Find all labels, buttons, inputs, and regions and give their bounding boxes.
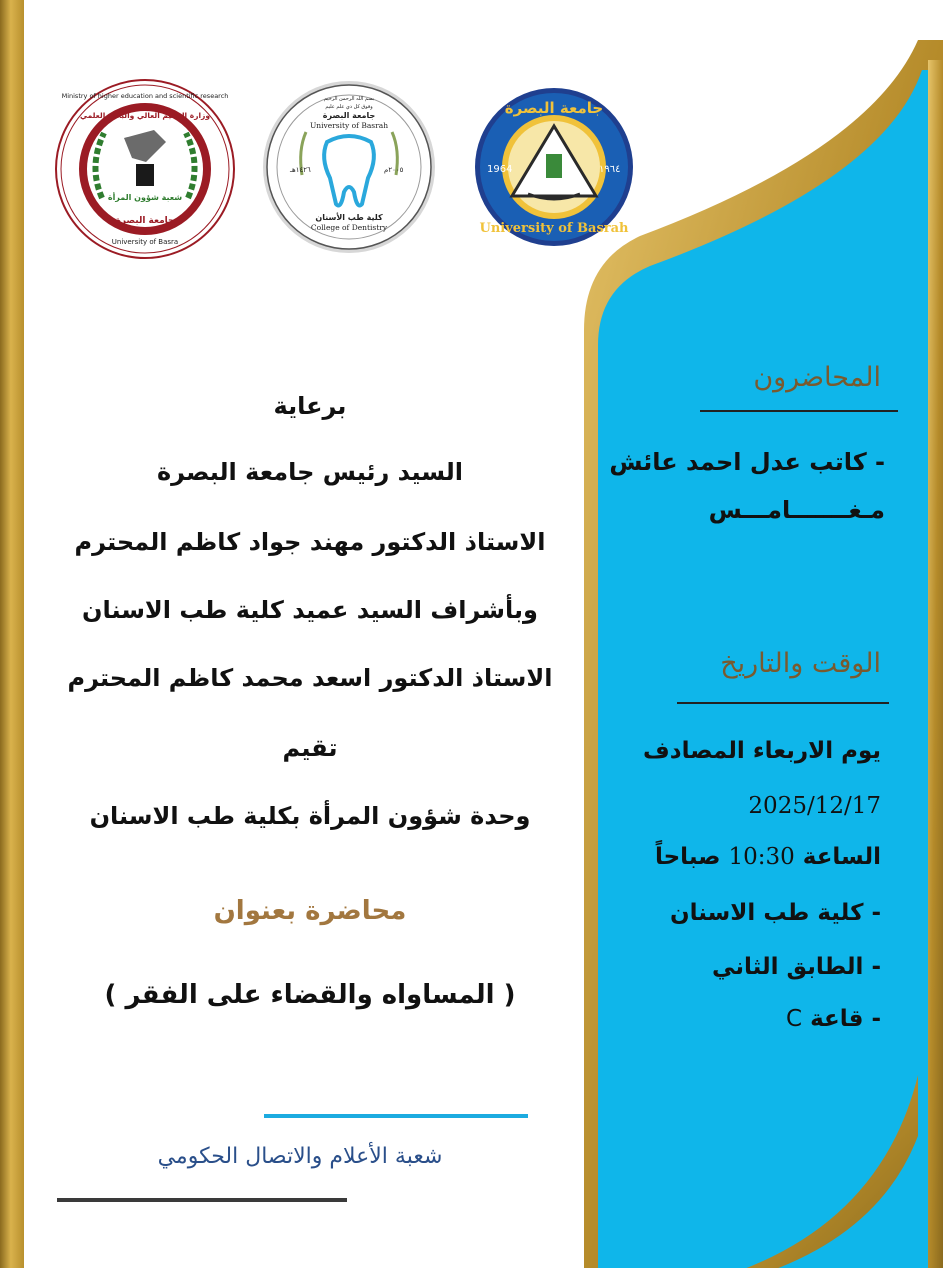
patronage-line-3: الاستاذ الدكتور مهند جواد كاظم المحترم bbox=[74, 528, 546, 556]
schedule-heading: الوقت والتاريخ bbox=[720, 648, 881, 679]
schedule-place-room bbox=[601, 1006, 881, 1032]
logo-ministry-english: Ministry of higher education and scientific research bbox=[61, 92, 229, 100]
schedule-day: يوم الاربعاء المصادف bbox=[643, 738, 881, 764]
logo-university-arabic-red: جامعة البصرة bbox=[115, 216, 175, 226]
logo-college-arabic: كلية طب الأسنان bbox=[315, 213, 383, 222]
logo-university-english: University of Basrah bbox=[309, 121, 389, 130]
womens-affairs-logo bbox=[54, 78, 236, 260]
schedule-place-floor: - الطابق الثاني bbox=[712, 954, 881, 980]
lecture-title: ( المساواه والقضاء على الفقر ) bbox=[104, 980, 516, 1010]
college-of-dentistry-logo bbox=[262, 80, 436, 254]
schedule-heading-rule bbox=[677, 702, 889, 704]
lecturers-heading: المحاضرون bbox=[753, 362, 881, 393]
schedule-room-prefix: - قاعة bbox=[810, 1006, 881, 1032]
lecturer-name: - كاتب عدل احمد عائش bbox=[609, 448, 885, 476]
patronage-line-6: تقيم bbox=[282, 734, 338, 762]
schedule-time: 10:30 bbox=[728, 844, 795, 870]
patronage-line-4: وبأشراف السيد عميد كلية طب الاسنان bbox=[82, 596, 538, 624]
schedule-time-prefix: الساعة bbox=[802, 844, 881, 870]
logo-unit-arabic: شعبة شؤون المرأة bbox=[107, 193, 183, 202]
schedule-room-letter: C bbox=[786, 1006, 803, 1032]
logo-year: 1964 bbox=[487, 164, 513, 175]
schedule-date: 2025/12/17 bbox=[748, 793, 881, 819]
patronage-line-1: برعاية bbox=[273, 392, 347, 420]
schedule-time-suffix: صباحاً bbox=[654, 844, 721, 870]
patronage-line-5: الاستاذ الدكتور اسعد محمد كاظم المحترم bbox=[67, 664, 553, 692]
logo-year-arabic: ١٩٦٤ bbox=[599, 164, 621, 175]
logo-university-arabic: جامعة البصرة bbox=[322, 111, 376, 120]
logo-arabic-name: جامعة البصرة bbox=[504, 99, 604, 117]
logo-ministry-arabic: وزارة التعليم العالي والبحث العلمي bbox=[79, 111, 211, 120]
schedule-place-college: - كلية طب الاسنان bbox=[670, 900, 881, 926]
lecture-label: محاضرة بعنوان bbox=[213, 896, 407, 926]
footer-top-rule bbox=[264, 1114, 528, 1118]
logo-university-english-small: University of Basra bbox=[111, 238, 179, 246]
university-of-basrah-logo bbox=[473, 86, 635, 248]
lecturers-heading-rule bbox=[700, 410, 898, 412]
logo-college-english: College of Dentistry bbox=[310, 223, 388, 232]
logo-year-gregorian: ٢٠٠٥م bbox=[384, 166, 404, 174]
logo-motto: وفوق كل ذي علم عليم bbox=[325, 104, 373, 110]
footer-department: شعبة الأعلام والاتصال الحكومي bbox=[157, 1144, 443, 1169]
logo-basmala: بسم الله الرحمن الرحيم bbox=[323, 96, 375, 102]
logo-english-name: University of Basrah bbox=[479, 221, 629, 236]
lecturer-name-continued: مـغـــــــامـــس bbox=[708, 496, 885, 524]
logo-year-hijri: ١٤٢٦هـ bbox=[290, 166, 311, 174]
patronage-line-7: وحدة شؤون المرأة بكلية طب الاسنان bbox=[89, 802, 531, 830]
patronage-line-2: السيد رئيس جامعة البصرة bbox=[157, 458, 463, 486]
footer-bottom-rule bbox=[57, 1198, 347, 1202]
schedule-time-line bbox=[601, 844, 881, 870]
